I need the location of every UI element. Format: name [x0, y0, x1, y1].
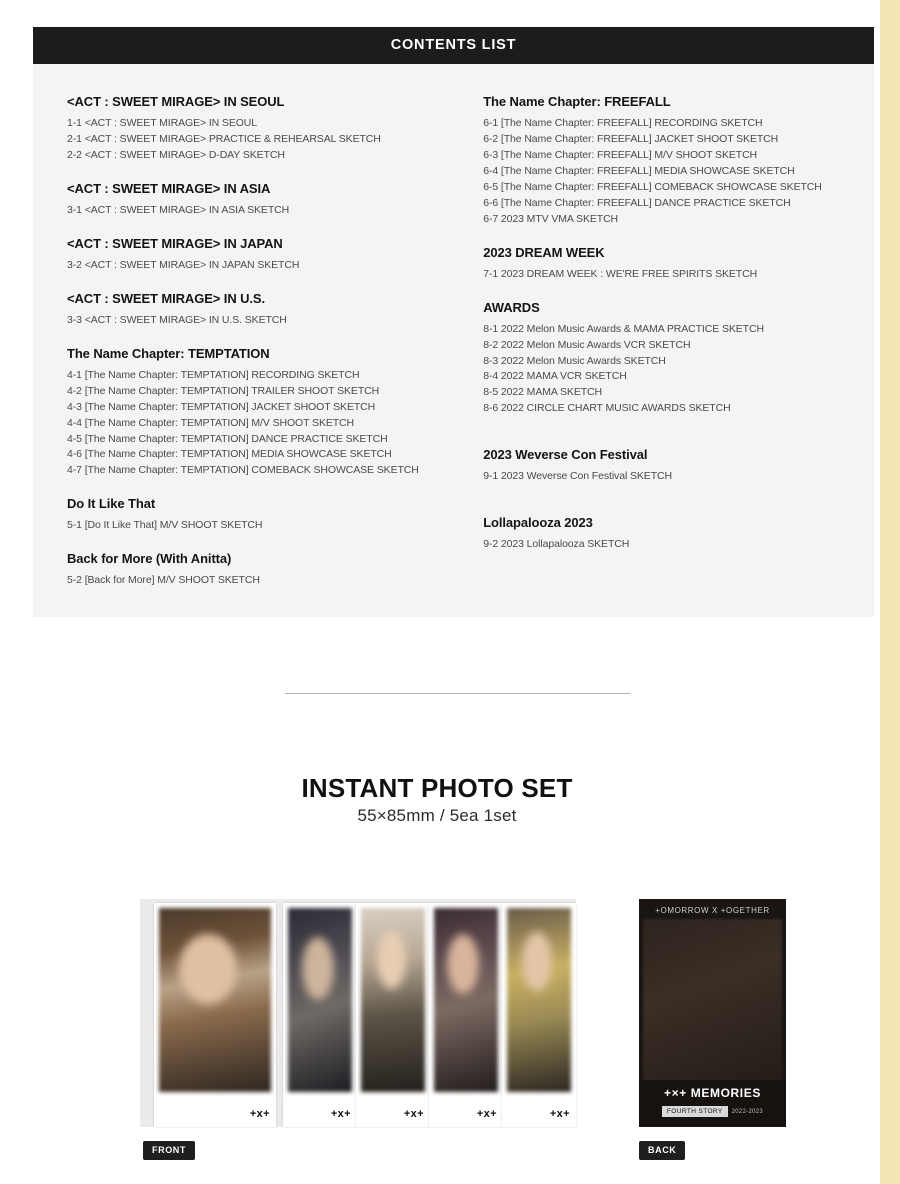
group-title: 2023 DREAM WEEK	[483, 244, 605, 260]
photocard-logo: +x+	[403, 1108, 424, 1120]
instant-photo-set-title: INSTANT PHOTO SET	[301, 773, 573, 803]
contents-group	[67, 496, 437, 534]
group-item: 8-5 2022 MAMA SKETCH	[483, 386, 602, 399]
group-item: 4-2 [The Name Chapter: TEMPTATION] TRAILER SHOOT SKETCH	[67, 384, 380, 397]
group-item: 6-7 2023 MTV VMA SKETCH	[483, 212, 619, 225]
photocard-logo: +x+	[476, 1108, 497, 1120]
contents-group	[483, 515, 840, 553]
contents-list-body	[33, 64, 874, 617]
group-item: 2-1 <ACT : SWEET MIRAGE> PRACTICE & REHEARSAL SKETCH	[67, 132, 381, 145]
photocard-back-top-text: +OMORROW X +OGETHER	[655, 906, 770, 915]
photocard-back	[639, 899, 786, 1127]
group-title: The Name Chapter: TEMPTATION	[67, 345, 270, 361]
group-title: Lollapalooza 2023	[483, 515, 593, 531]
front-photocard-stack	[140, 899, 576, 1127]
group-item: 6-4 [The Name Chapter: FREEFALL] MEDIA SHOWCASE SKETCH	[483, 164, 795, 177]
group-item: 9-2 2023 Lollapalooza SKETCH	[483, 538, 630, 551]
group-item: 6-1 [The Name Chapter: FREEFALL] RECORDING SKETCH	[483, 117, 763, 129]
photocard-back-brand: +×+ MEMORIES	[664, 1086, 761, 1100]
group-item: 8-2 2022 Melon Music Awards VCR SKETCH	[483, 338, 691, 351]
photocard-logo: +x+	[549, 1108, 570, 1120]
group-item: 7-1 2023 DREAM WEEK : WE'RE FREE SPIRITS SKETCH	[483, 267, 758, 280]
contents-group	[67, 291, 437, 329]
photocard-front-1	[154, 903, 276, 1127]
group-title: <ACT : SWEET MIRAGE> IN ASIA	[67, 180, 271, 196]
photocard-image	[288, 908, 352, 1092]
group-item: 4-6 [The Name Chapter: TEMPTATION] MEDIA SHOWCASE SKETCH	[67, 448, 392, 461]
contents-group	[67, 236, 437, 274]
section-divider	[285, 693, 630, 694]
back-caption-chip: BACK	[639, 1141, 685, 1160]
page-edge-strip	[880, 0, 900, 1184]
group-item: 6-2 [The Name Chapter: FREEFALL] JACKET SHOOT SKETCH	[483, 132, 779, 145]
group-title: 2023 Weverse Con Festival	[483, 447, 648, 463]
group-item: 4-1 [The Name Chapter: TEMPTATION] RECORDING SKETCH	[67, 368, 360, 381]
group-title: <ACT : SWEET MIRAGE> IN U.S.	[67, 290, 265, 306]
photocard-image	[361, 908, 425, 1092]
photocard-back-image	[643, 919, 782, 1089]
photocard-front-5	[502, 903, 576, 1127]
photocard-image	[507, 908, 571, 1092]
photocard-logo: +x+	[249, 1108, 270, 1120]
photocard-front-2	[283, 903, 357, 1127]
contents-group	[67, 551, 437, 589]
contents-group	[67, 346, 437, 480]
photocard-front-4	[429, 903, 503, 1127]
group-title: Do It Like That	[67, 496, 156, 512]
group-item: 6-6 [The Name Chapter: FREEFALL] DANCE PRACTICE SKETCH	[483, 196, 791, 209]
group-item: 4-7 [The Name Chapter: TEMPTATION] COMEBACK SHOWCASE SKETCH	[67, 464, 419, 477]
contents-group	[483, 94, 840, 228]
group-item: 3-1 <ACT : SWEET MIRAGE> IN ASIA SKETCH	[67, 203, 290, 216]
contents-group	[67, 181, 437, 219]
contents-group	[483, 245, 840, 283]
contents-list-header: CONTENTS LIST	[33, 27, 874, 64]
group-title: <ACT : SWEET MIRAGE> IN JAPAN	[67, 235, 283, 251]
group-item: 8-6 2022 CIRCLE CHART MUSIC AWARDS SKETCH	[483, 402, 731, 415]
group-title: AWARDS	[483, 299, 540, 315]
group-item: 2-2 <ACT : SWEET MIRAGE> D-DAY SKETCH	[67, 148, 285, 161]
group-item: 8-4 2022 MAMA VCR SKETCH	[483, 370, 627, 383]
contents-left-column	[67, 94, 437, 589]
front-caption-chip: FRONT	[143, 1141, 195, 1160]
group-item: 4-4 [The Name Chapter: TEMPTATION] M/V SHOOT SKETCH	[67, 416, 355, 429]
photocard-image	[159, 908, 271, 1092]
contents-list-section	[33, 27, 874, 617]
contents-group	[67, 94, 437, 164]
photocard-logo: +x+	[330, 1108, 351, 1120]
group-item: 9-1 2023 Weverse Con Festival SKETCH	[483, 470, 672, 483]
group-item: 8-3 2022 Melon Music Awards SKETCH	[483, 354, 666, 367]
group-item: 1-1 <ACT : SWEET MIRAGE> IN SEOUL	[67, 117, 258, 129]
photocard-front-3	[356, 903, 430, 1127]
group-item: 5-2 [Back for More] M/V SHOOT SKETCH	[67, 574, 260, 587]
group-title: The Name Chapter: FREEFALL	[483, 94, 671, 109]
contents-group	[483, 300, 840, 418]
contents-right-column	[469, 94, 840, 589]
group-title: Back for More (With Anitta)	[67, 551, 232, 567]
group-item: 5-1 [Do It Like That] M/V SHOOT SKETCH	[67, 519, 263, 532]
photocard-image	[434, 908, 498, 1092]
group-item: 6-3 [The Name Chapter: FREEFALL] M/V SHOOT SKETCH	[483, 148, 758, 161]
group-item: 6-5 [The Name Chapter: FREEFALL] COMEBACK SHOWCASE SKETCH	[483, 180, 822, 193]
photocard-back-footer	[639, 1080, 786, 1127]
group-item: 3-2 <ACT : SWEET MIRAGE> IN JAPAN SKETCH	[67, 258, 300, 271]
photocard-back-badge-year: 2022-2023	[731, 1109, 764, 1115]
group-item: 4-3 [The Name Chapter: TEMPTATION] JACKET SHOOT SKETCH	[67, 400, 376, 413]
contents-group	[483, 447, 840, 485]
instant-photo-set-subtitle: 55×85mm / 5ea 1set	[357, 806, 517, 825]
group-title: <ACT : SWEET MIRAGE> IN SEOUL	[67, 94, 285, 109]
group-item: 3-3 <ACT : SWEET MIRAGE> IN U.S. SKETCH	[67, 313, 287, 326]
group-item: 8-1 2022 Melon Music Awards & MAMA PRACTICE SKETCH	[483, 322, 764, 335]
group-item: 4-5 [The Name Chapter: TEMPTATION] DANCE PRACTICE SKETCH	[67, 432, 388, 445]
photocard-back-badge: FOURTH STORY	[662, 1106, 728, 1117]
